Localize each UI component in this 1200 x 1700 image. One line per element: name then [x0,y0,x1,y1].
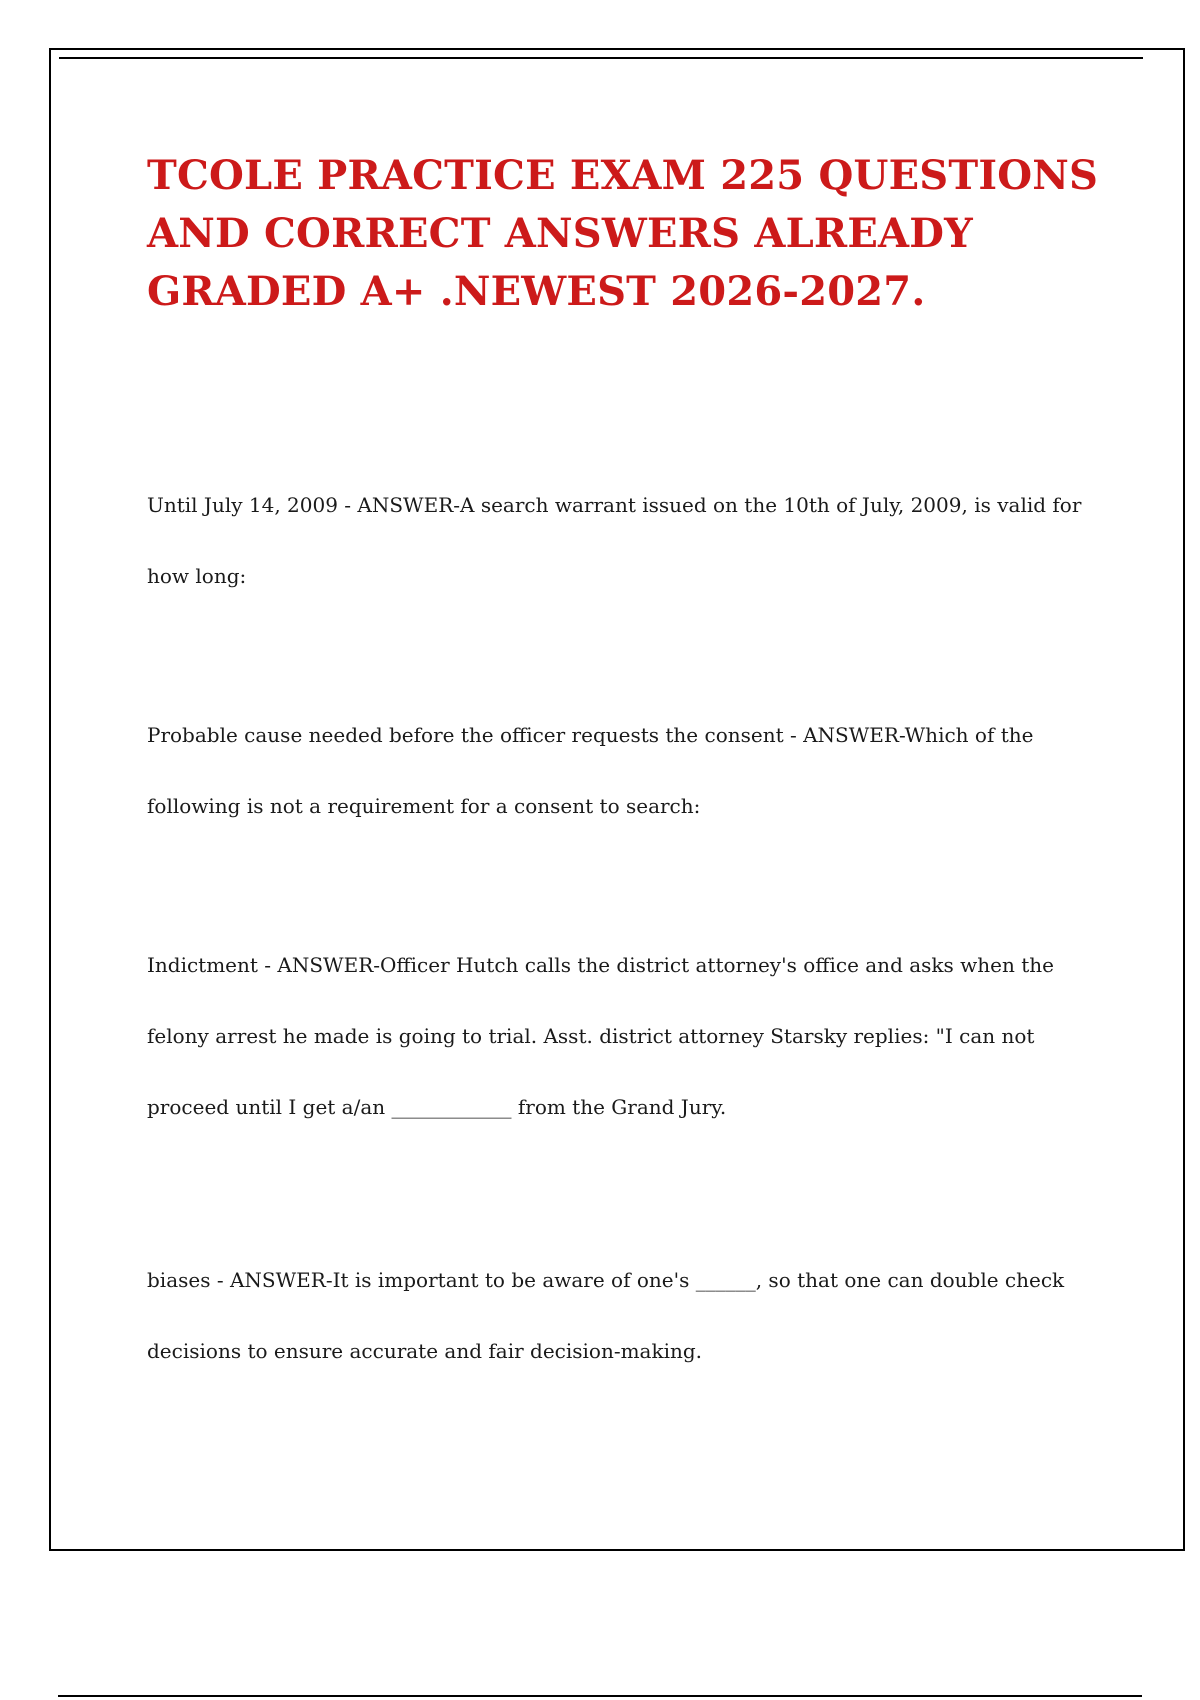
qa-entry: Probable cause needed before the officer requests the consent - ANSWER-Which of the following is not a requirement for a consent to search: [147,723,1034,818]
qa-entry: Until July 14, 2009 - ANSWER-A search warrant issued on the 10th of July, 2009, is valid for how long: [147,493,1082,588]
qa-entry: biases - ANSWER-It is important to be aware of one's ______, so that one can double check decisions to ensure accurate and fair decision-making. [147,1268,1065,1363]
top-rule [59,57,1143,59]
bottom-rule [58,1695,1142,1697]
page-frame [49,48,1185,1551]
qa-entry: Indictment - ANSWER-Officer Hutch calls the district attorney's office and asks when the felony arrest he made is going to trial. Asst. district attorney Starsky replies: "I can not proceed until I get a/an ____________ from the Grand Jury. [147,953,1054,1119]
document-title: TCOLE PRACTICE EXAM 225 QUESTIONS AND CORRECT ANSWERS ALREADY GRADED A+ .NEWEST 2026-2027. [147,152,1099,315]
